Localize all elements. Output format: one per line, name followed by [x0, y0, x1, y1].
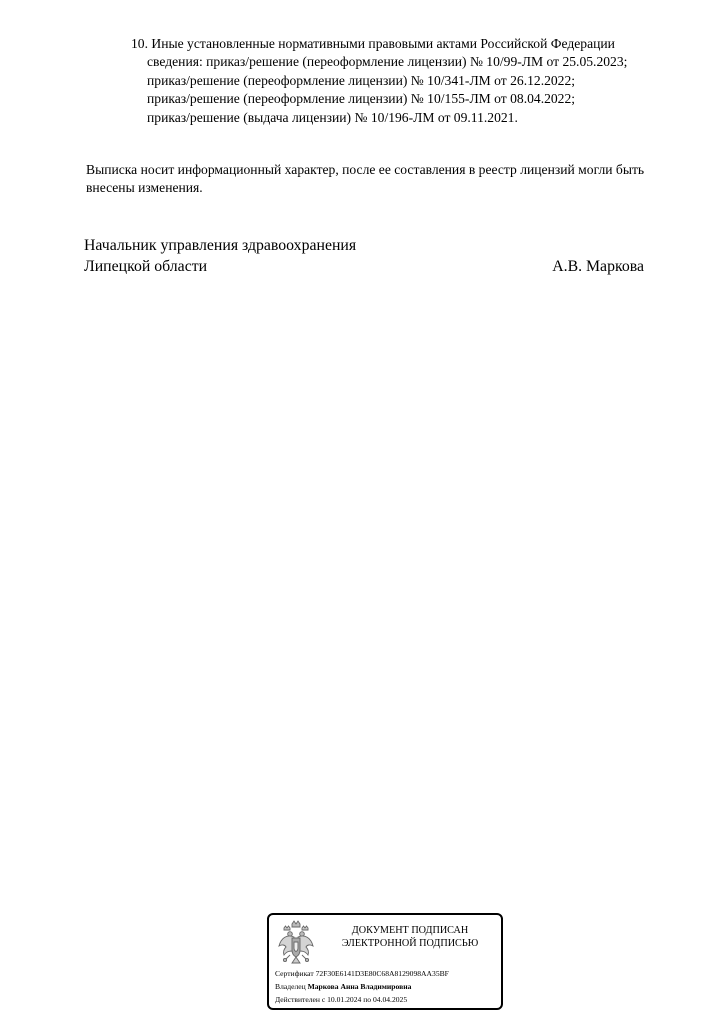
certificate-details: [275, 968, 501, 1006]
owner-value: Маркова Анна Владимировна: [307, 981, 412, 991]
signatory-block: [84, 235, 644, 277]
electronic-signature-stamp: [267, 913, 503, 1010]
signatory-position: Начальник управления здравоохранения: [84, 237, 357, 254]
signatory-name: А.В. Маркова: [552, 258, 644, 275]
extract-notice: [86, 161, 696, 198]
item-10-line: приказ/решение (переоформление лицензии) № 10/155-ЛМ от 08.04.2022;: [147, 91, 576, 107]
signatory-row: [84, 256, 644, 277]
item-10-line: приказ/решение (переоформление лицензии) № 10/341-ЛМ от 26.12.2022;: [147, 72, 576, 88]
stamp-title-line: ЭЛЕКТРОННОЙ ПОДПИСЬЮ: [341, 937, 479, 949]
item-10-line: приказ/решение (выдача лицензии) № 10/196-ЛМ от 09.11.2021.: [147, 109, 518, 125]
certificate-row: [275, 968, 501, 981]
stamp-title-line: ДОКУМЕНТ ПОДПИСАН: [351, 925, 469, 936]
owner-label: Владелец: [275, 981, 306, 991]
notice-line: внесены изменения.: [86, 180, 203, 196]
certificate-label: Сертификат: [275, 969, 314, 978]
validity-period: Действителен с 10.01.2024 по 04.04.2025: [275, 994, 408, 1004]
signatory-region: Липецкой области: [84, 258, 208, 275]
stamp-title: [321, 925, 499, 950]
additional-info-item-10: [131, 35, 691, 127]
certificate-value: 72F30E6141D3E80C68A8129098AA35BF: [315, 969, 449, 978]
item-10-line: 10. Иные установленные нормативными правовыми актами Российской Федерации: [131, 36, 615, 51]
item-10-line: сведения: приказ/решение (переоформление лицензии) № 10/99-ЛМ от 25.05.2023;: [147, 54, 628, 70]
coat-of-arms-icon: [277, 920, 315, 966]
notice-line: Выписка носит информационный характер, после ее составления в реестр лицензий могли быть: [86, 162, 645, 177]
owner-row: [275, 981, 501, 994]
